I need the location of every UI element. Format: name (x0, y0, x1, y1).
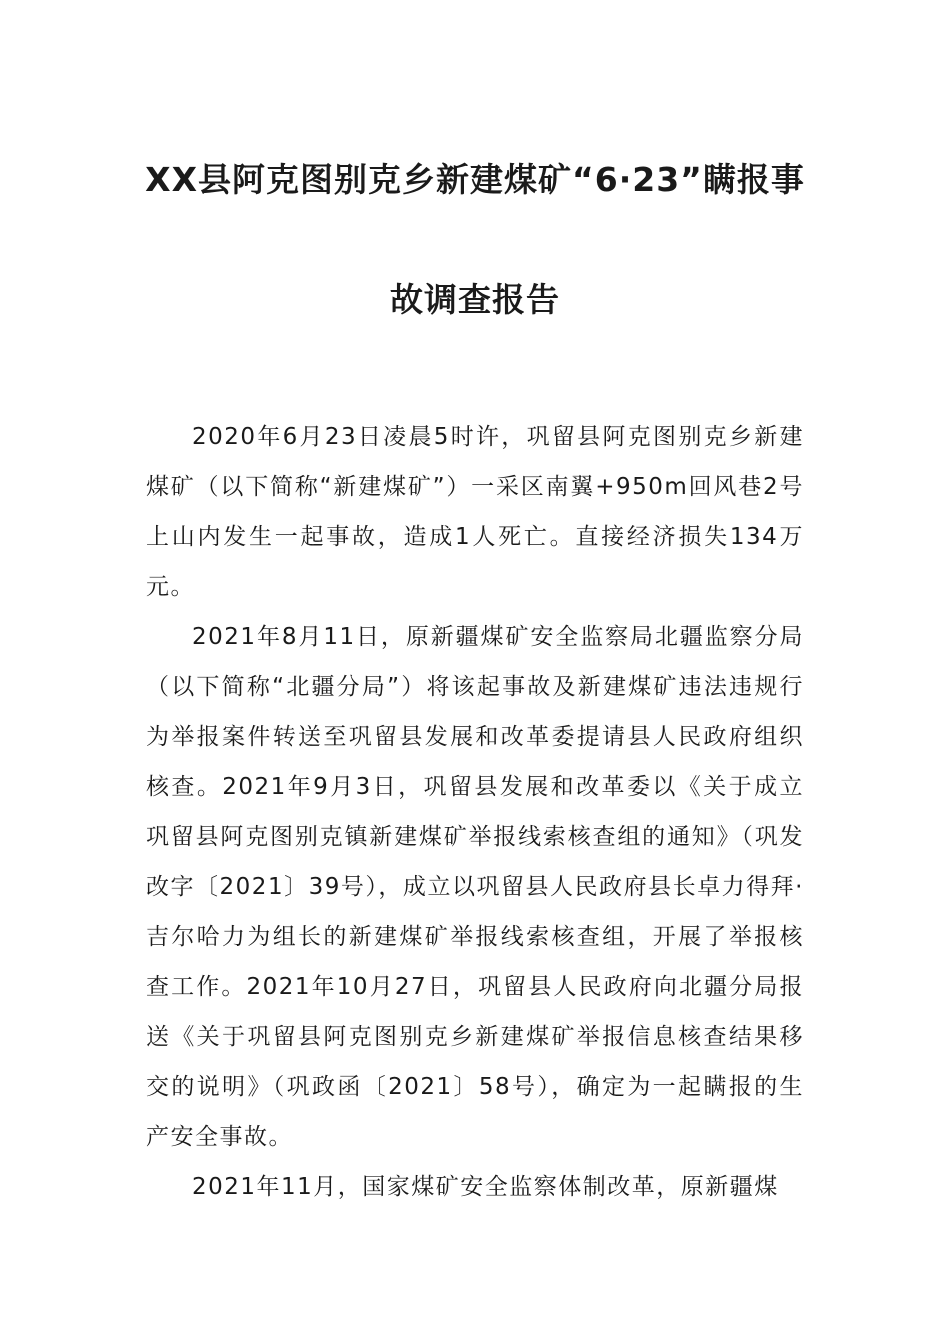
document-title-line-2: 故调查报告 (390, 280, 560, 319)
paragraph-3: 2021年11月，国家煤矿安全监察体制改革，原新疆煤 (192, 1174, 779, 1200)
document-title-line-1: XX县阿克图别克乡新建煤矿“6·23”瞒报事 (145, 160, 805, 199)
paragraph-1: 2020年6月23日凌晨5时许，巩留县阿克图别克乡新建煤矿（以下简称“新建煤矿”）一采区南翼+950m回风巷2号上山内发生一起事故，造成1人死亡。直接经济损失134万元。 (146, 424, 804, 600)
document-body (146, 412, 804, 1212)
paragraph-2: 2021年8月11日，原新疆煤矿安全监察局北疆监察分局（以下简称“北疆分局”）将该起事故及新建煤矿违法违规行为举报案件转送至巩留县发展和改革委提请县人民政府组织核查。2021年9月3日，巩留县发展和改革委以《关于成立巩留县阿克图别克镇新建煤矿举报线索核查组的通知》（巩发改字〔2021〕39号），成立以巩留县人民政府县长卓力得拜·吉尔哈力为组长的新建煤矿举报线索核查组，开展了举报核查工作。2021年10月27日，巩留县人民政府向北疆分局报送《关于巩留县阿克图别克乡新建煤矿举报信息核查结果移交的说明》（巩政函〔2021〕58号），确定为一起瞒报的生产安全事故。 (146, 624, 804, 1150)
